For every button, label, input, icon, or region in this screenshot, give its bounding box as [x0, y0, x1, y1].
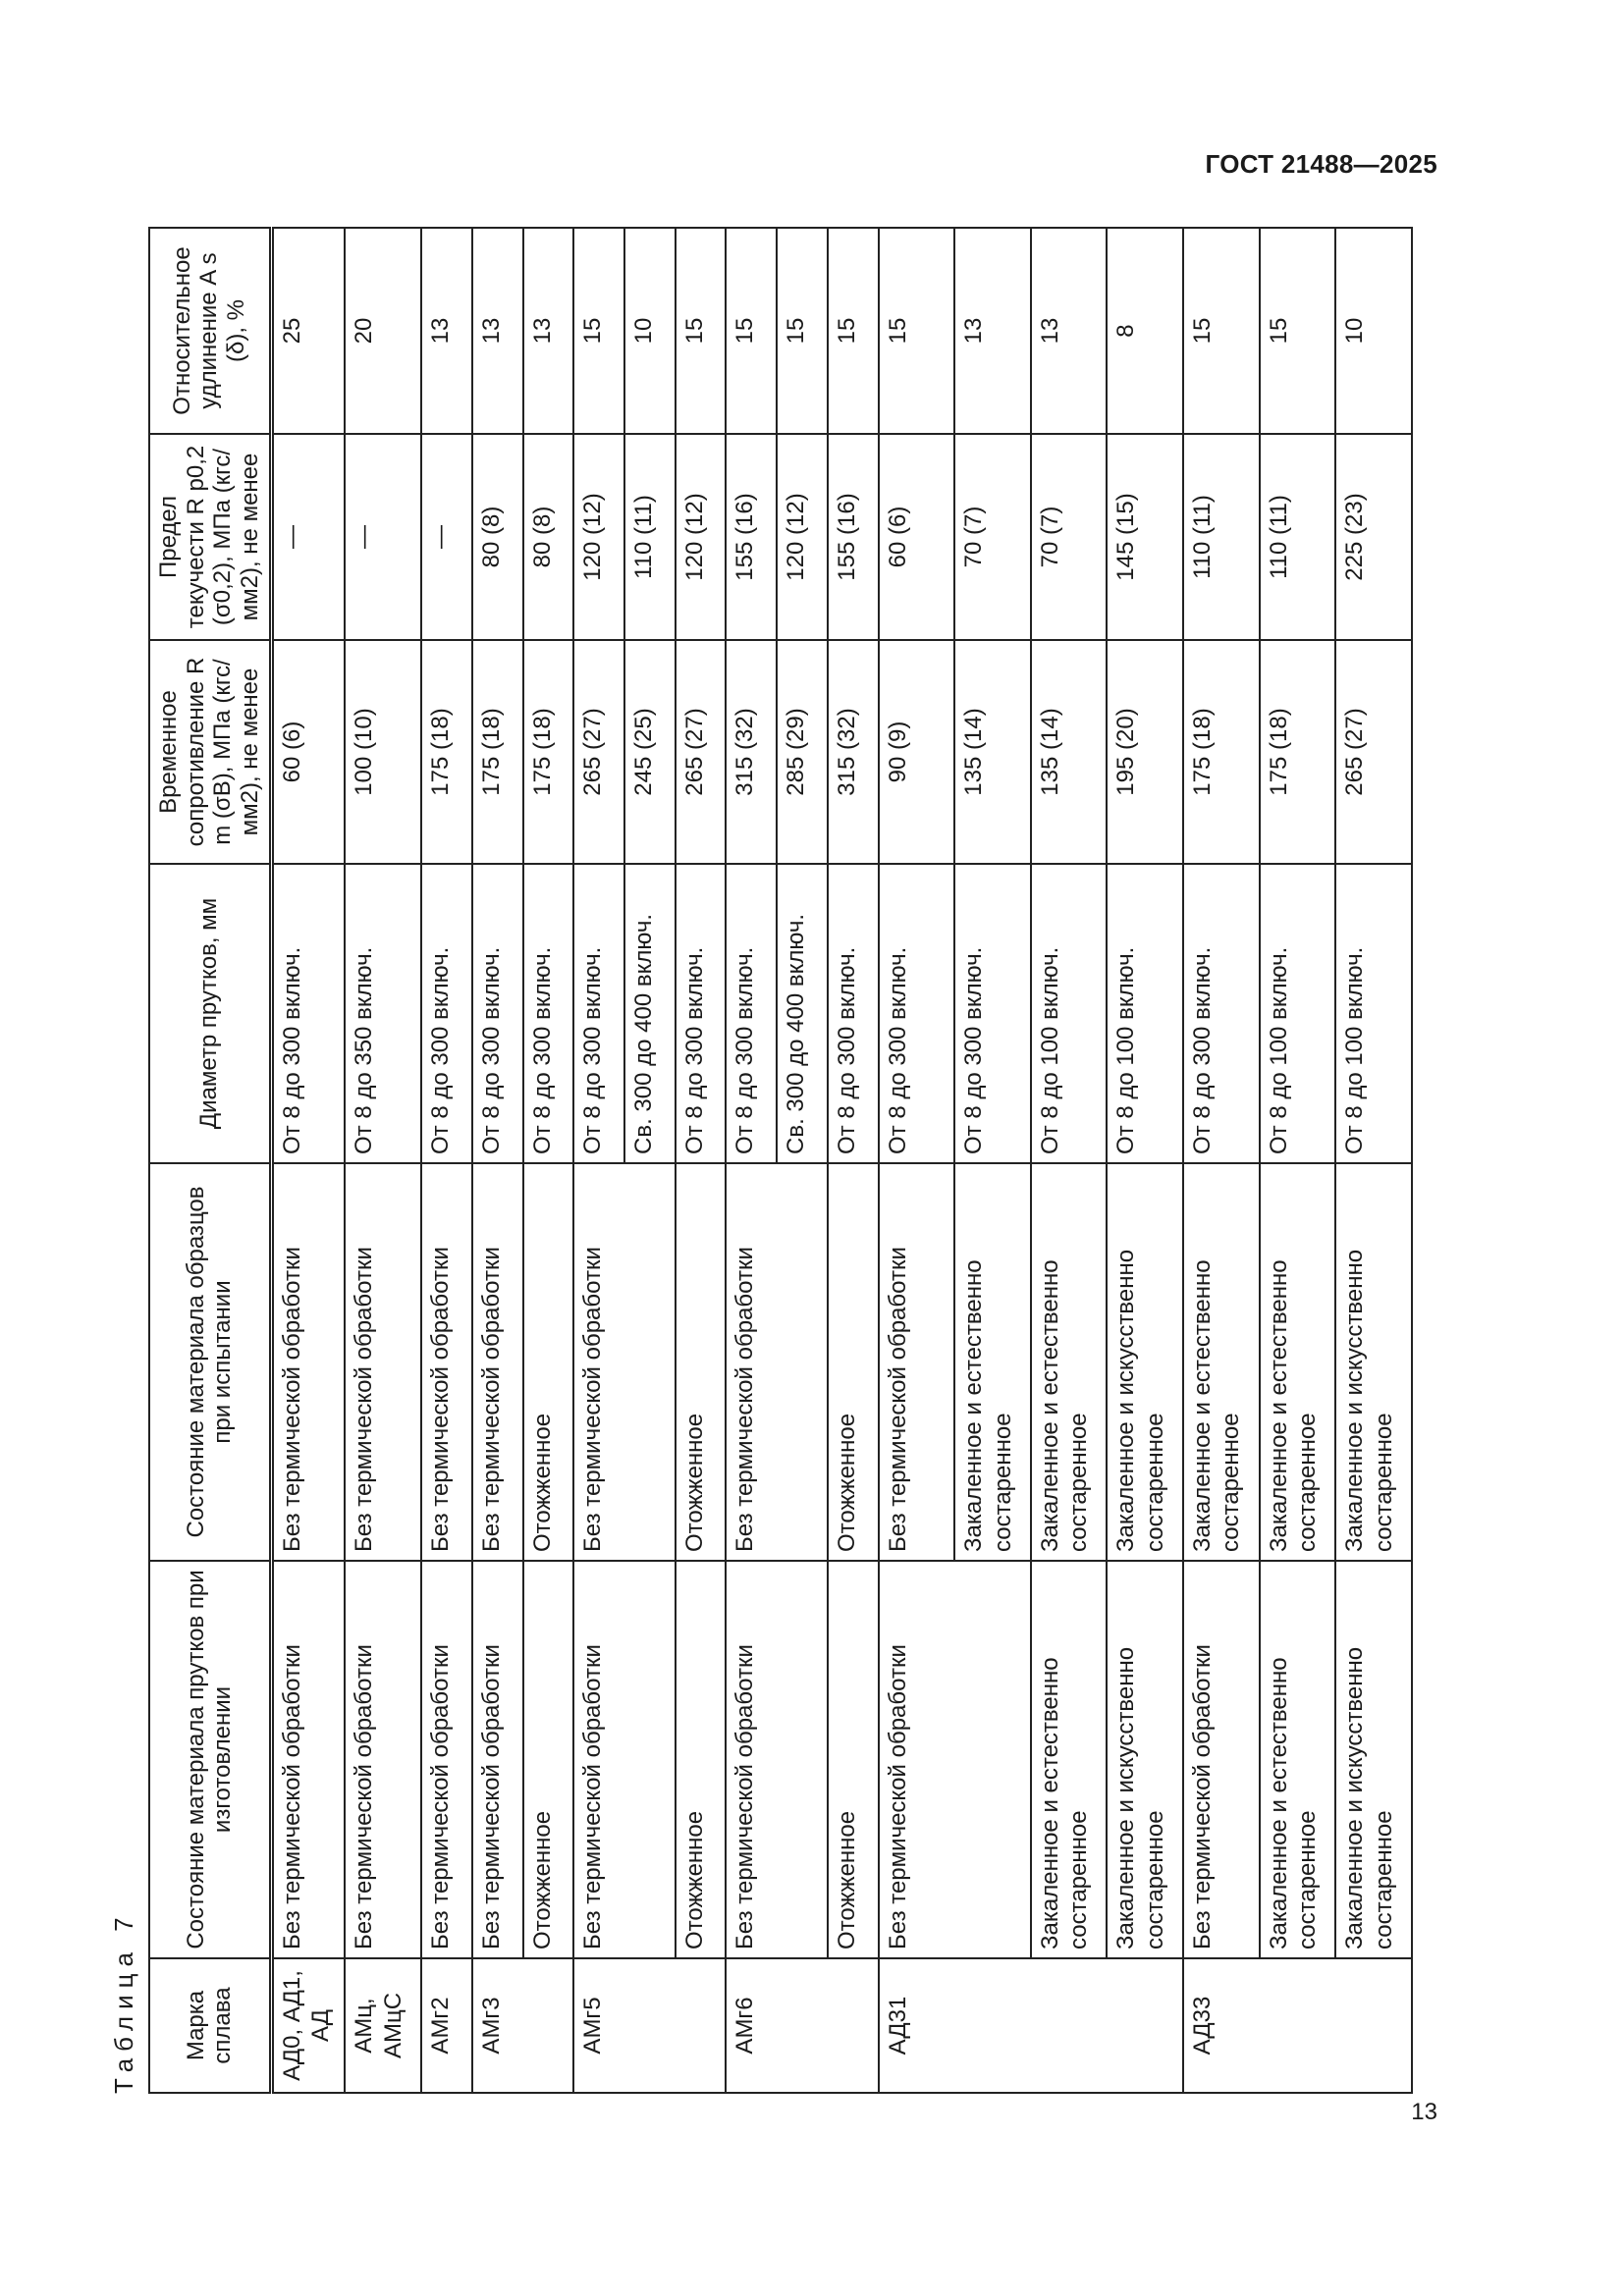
- cell-sample-state: Закаленное и естественно состаренное: [1260, 1163, 1336, 1561]
- table-row: [1183, 228, 1260, 2093]
- cell-rod-state: Отожженное: [676, 1561, 727, 1958]
- cell-tensile: 265 (27): [676, 640, 727, 864]
- cell-grade: АМг6: [726, 1958, 777, 2093]
- cell-rod-state: Отожженное: [828, 1561, 879, 1958]
- cell-sample-state: Закаленное и естественно состаренное: [1031, 1163, 1108, 1561]
- header-yield-strength: Предел текучести R p0,2 (σ0,2), МПа (кгс/мм2), не менее: [149, 434, 271, 640]
- header-diameter: Диаметр прутков, мм: [149, 864, 271, 1163]
- table-row: [573, 228, 624, 2093]
- cell-rod-state: Отожженное: [523, 1561, 574, 1958]
- cell-diameter: От 8 до 300 включ.: [676, 864, 727, 1163]
- table-row: [1031, 228, 1108, 2093]
- cell-grade: [624, 1958, 676, 2093]
- cell-elongation: 10: [624, 228, 676, 434]
- cell-elongation: 13: [1031, 228, 1108, 434]
- header-sample-state: Состояние материала образцов при испытании: [149, 1163, 271, 1561]
- cell-sample-state: Отожженное: [676, 1163, 727, 1561]
- cell-rod-state: Без термической обработки: [345, 1561, 421, 1958]
- cell-rod-state: Без термической обработки: [271, 1561, 345, 1958]
- cell-tensile: 175 (18): [1260, 640, 1336, 864]
- cell-yield: 155 (16): [828, 434, 879, 640]
- cell-yield: 60 (6): [879, 434, 955, 640]
- cell-sample-state: Отожженное: [523, 1163, 574, 1561]
- cell-diameter: От 8 до 350 включ.: [345, 864, 421, 1163]
- cell-tensile: 175 (18): [523, 640, 574, 864]
- cell-tensile: 195 (20): [1107, 640, 1183, 864]
- cell-rod-state: Закаленное и естественно состаренное: [1031, 1561, 1108, 1958]
- cell-diameter: От 8 до 300 включ.: [472, 864, 523, 1163]
- header-elongation: Относительное удлинение A s (δ), %: [149, 228, 271, 434]
- cell-elongation: 20: [345, 228, 421, 434]
- cell-sample-state: Без термической обработки: [573, 1163, 624, 1561]
- cell-sample-state: Без термической обработки: [421, 1163, 472, 1561]
- cell-elongation: 15: [828, 228, 879, 434]
- cell-elongation: 25: [271, 228, 345, 434]
- cell-elongation: 13: [523, 228, 574, 434]
- cell-diameter: Св. 300 до 400 включ.: [777, 864, 828, 1163]
- cell-elongation: 13: [421, 228, 472, 434]
- cell-grade: [1107, 1958, 1183, 2093]
- cell-grade: [1335, 1958, 1412, 2093]
- cell-yield: 70 (7): [1031, 434, 1108, 640]
- cell-grade: [1260, 1958, 1336, 2093]
- cell-tensile: 285 (29): [777, 640, 828, 864]
- table-row: [624, 228, 676, 2093]
- cell-grade: АМг3: [472, 1958, 523, 2093]
- cell-diameter: От 8 до 300 включ.: [1183, 864, 1260, 1163]
- cell-yield: 155 (16): [726, 434, 777, 640]
- cell-elongation: 15: [777, 228, 828, 434]
- cell-grade: [676, 1958, 727, 2093]
- document-header: ГОСТ 21488—2025: [1205, 149, 1437, 179]
- cell-yield: 80 (8): [472, 434, 523, 640]
- cell-yield: —: [345, 434, 421, 640]
- cell-yield: 110 (11): [1260, 434, 1336, 640]
- cell-tensile: 135 (14): [954, 640, 1031, 864]
- header-tensile-strength: Временное сопротивление R m (σB), МПа (кгс/мм2), не менее: [149, 640, 271, 864]
- cell-elongation: 8: [1107, 228, 1183, 434]
- cell-grade: АД31: [879, 1958, 955, 2093]
- cell-tensile: 135 (14): [1031, 640, 1108, 864]
- cell-diameter: От 8 до 100 включ.: [1031, 864, 1108, 1163]
- table-row: [1260, 228, 1336, 2093]
- table-row: [726, 228, 777, 2093]
- cell-yield: —: [421, 434, 472, 640]
- rotated-table-block: [101, 229, 1417, 2094]
- cell-sample-state: [624, 1163, 676, 1561]
- cell-rod-state: Закаленное и искусственно состаренное: [1335, 1561, 1412, 1958]
- cell-elongation: 13: [472, 228, 523, 434]
- cell-tensile: 265 (27): [573, 640, 624, 864]
- cell-yield: 70 (7): [954, 434, 1031, 640]
- cell-rod-state: Закаленное и естественно состаренное: [1260, 1561, 1336, 1958]
- cell-yield: 120 (12): [573, 434, 624, 640]
- cell-elongation: 15: [1183, 228, 1260, 434]
- cell-sample-state: Закаленное и естественно состаренное: [1183, 1163, 1260, 1561]
- cell-yield: 145 (15): [1107, 434, 1183, 640]
- cell-rod-state: [624, 1561, 676, 1958]
- table-row: [345, 228, 421, 2093]
- cell-rod-state: Без термической обработки: [472, 1561, 523, 1958]
- cell-tensile: 175 (18): [421, 640, 472, 864]
- cell-diameter: От 8 до 300 включ.: [573, 864, 624, 1163]
- table-row: [777, 228, 828, 2093]
- cell-tensile: 175 (18): [1183, 640, 1260, 864]
- table-row: [523, 228, 574, 2093]
- cell-diameter: От 8 до 100 включ.: [1107, 864, 1183, 1163]
- cell-tensile: 265 (27): [1335, 640, 1412, 864]
- table-caption: Таблица 7: [109, 1910, 138, 2094]
- cell-sample-state: Закаленное и естественно состаренное: [954, 1163, 1031, 1561]
- cell-elongation: 15: [879, 228, 955, 434]
- cell-elongation: 15: [726, 228, 777, 434]
- cell-rod-state: Без термической обработки: [879, 1561, 955, 1958]
- cell-diameter: От 8 до 300 включ.: [271, 864, 345, 1163]
- cell-yield: —: [271, 434, 345, 640]
- cell-elongation: 15: [573, 228, 624, 434]
- cell-diameter: От 8 до 100 включ.: [1260, 864, 1336, 1163]
- table-row: [472, 228, 523, 2093]
- cell-diameter: От 8 до 300 включ.: [828, 864, 879, 1163]
- cell-diameter: От 8 до 300 включ.: [421, 864, 472, 1163]
- cell-grade: АМц, АМцС: [345, 1958, 421, 2093]
- header-rod-state: Состояние материала прутков при изготовлении: [149, 1561, 271, 1958]
- cell-elongation: 10: [1335, 228, 1412, 434]
- table-body: [271, 228, 1412, 2093]
- cell-sample-state: Без термической обработки: [726, 1163, 777, 1561]
- cell-yield: 80 (8): [523, 434, 574, 640]
- cell-elongation: 13: [954, 228, 1031, 434]
- table-row: [954, 228, 1031, 2093]
- cell-sample-state: Без термической обработки: [879, 1163, 955, 1561]
- cell-tensile: 90 (9): [879, 640, 955, 864]
- cell-sample-state: Без термической обработки: [271, 1163, 345, 1561]
- cell-sample-state: Закаленное и искусственно состаренное: [1107, 1163, 1183, 1561]
- cell-tensile: 60 (6): [271, 640, 345, 864]
- cell-yield: 120 (12): [777, 434, 828, 640]
- cell-sample-state: [777, 1163, 828, 1561]
- cell-diameter: От 8 до 100 включ.: [1335, 864, 1412, 1163]
- table-row: [421, 228, 472, 2093]
- cell-grade: [954, 1958, 1031, 2093]
- cell-rod-state: Без термической обработки: [726, 1561, 777, 1958]
- cell-diameter: От 8 до 300 включ.: [879, 864, 955, 1163]
- cell-rod-state: Без термической обработки: [573, 1561, 624, 1958]
- cell-grade: АД33: [1183, 1958, 1260, 2093]
- cell-sample-state: Отожженное: [828, 1163, 879, 1561]
- cell-diameter: От 8 до 300 включ.: [726, 864, 777, 1163]
- cell-grade: [828, 1958, 879, 2093]
- cell-rod-state: [777, 1561, 828, 1958]
- cell-grade: [777, 1958, 828, 2093]
- cell-yield: 110 (11): [624, 434, 676, 640]
- cell-rod-state: Закаленное и искусственно состаренное: [1107, 1561, 1183, 1958]
- cell-grade: АД0, АД1, АД: [271, 1958, 345, 2093]
- cell-rod-state: Без термической обработки: [1183, 1561, 1260, 1958]
- cell-grade: [523, 1958, 574, 2093]
- table-row: [1335, 228, 1412, 2093]
- cell-sample-state: Без термической обработки: [345, 1163, 421, 1561]
- header-grade: Марка сплава: [149, 1958, 271, 2093]
- cell-diameter: Св. 300 до 400 включ.: [624, 864, 676, 1163]
- page-number: 13: [1411, 2099, 1437, 2125]
- cell-tensile: 245 (25): [624, 640, 676, 864]
- cell-sample-state: Закаленное и искусственно состаренное: [1335, 1163, 1412, 1561]
- cell-grade: [1031, 1958, 1108, 2093]
- cell-rod-state: Без термической обработки: [421, 1561, 472, 1958]
- cell-tensile: 315 (32): [726, 640, 777, 864]
- cell-tensile: 315 (32): [828, 640, 879, 864]
- table-row: [879, 228, 955, 2093]
- table-row: [828, 228, 879, 2093]
- cell-grade: АМг2: [421, 1958, 472, 2093]
- cell-yield: 110 (11): [1183, 434, 1260, 640]
- cell-diameter: От 8 до 300 включ.: [523, 864, 574, 1163]
- cell-yield: 120 (12): [676, 434, 727, 640]
- table-row: [1107, 228, 1183, 2093]
- cell-elongation: 15: [676, 228, 727, 434]
- properties-table: [148, 227, 1413, 2094]
- cell-elongation: 15: [1260, 228, 1336, 434]
- cell-grade: АМг5: [573, 1958, 624, 2093]
- cell-tensile: 175 (18): [472, 640, 523, 864]
- table-row: [271, 228, 345, 2093]
- table-row: [676, 228, 727, 2093]
- cell-tensile: 100 (10): [345, 640, 421, 864]
- cell-rod-state: [954, 1561, 1031, 1958]
- cell-yield: 225 (23): [1335, 434, 1412, 640]
- cell-diameter: От 8 до 300 включ.: [954, 864, 1031, 1163]
- cell-sample-state: Без термической обработки: [472, 1163, 523, 1561]
